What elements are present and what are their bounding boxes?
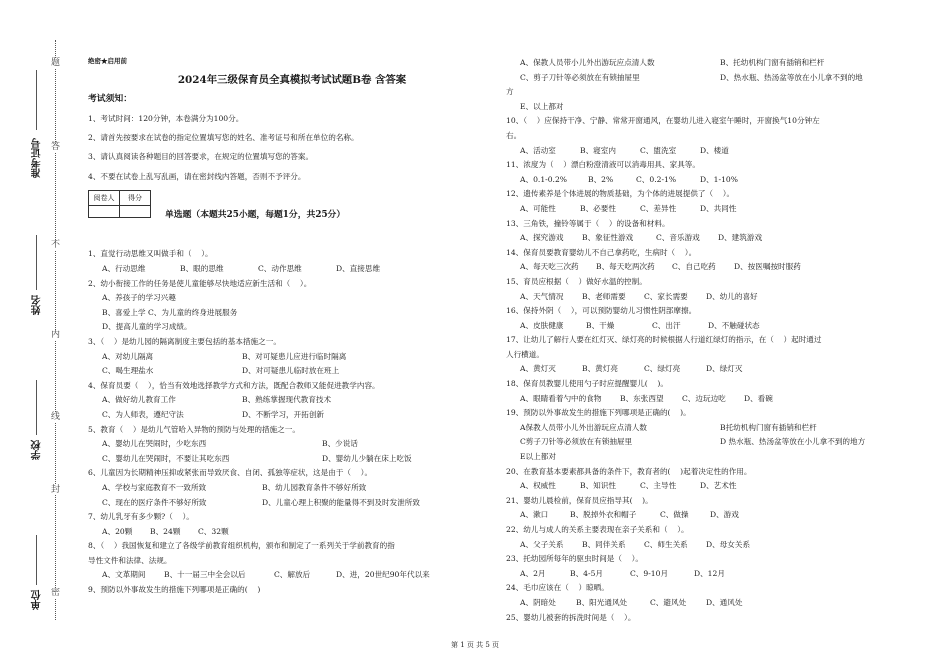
answer-option[interactable]: D、建筑游戏 <box>718 233 763 243</box>
answer-option[interactable]: B、十一届三中全会以后 <box>164 570 246 580</box>
grader-header: 阅卷人 <box>89 190 120 206</box>
answer-option[interactable]: A保教人员带小儿外出游玩应点清人数 <box>520 422 647 432</box>
answer-option[interactable]: A、天气情况 <box>520 291 564 301</box>
question-text: 15、育员应根据（ ）做好水温的控制。 <box>506 276 647 286</box>
answer-options <box>506 319 916 334</box>
unit-field[interactable] <box>36 535 37 585</box>
question-text: 人行横道。 <box>506 349 544 359</box>
answer-option[interactable]: D、热水瓶、热汤盆等放在小儿拿不到的地 <box>720 72 863 82</box>
question-text: 右。 <box>506 130 522 140</box>
answer-option[interactable]: B、喜爱上学 C、为儿童的终身进展服务 <box>102 307 238 317</box>
answer-option[interactable]: B、东张西望 <box>620 393 664 403</box>
answer-option[interactable]: A、权威性 <box>520 481 556 491</box>
answer-options <box>506 450 916 465</box>
question-text: 3、（ ）是幼儿园的隔离制度主要包括的基本措施之一。 <box>88 336 281 346</box>
question-text: 18、保育员教婴儿使用勺子时应提醒婴儿( )。 <box>506 379 668 389</box>
answer-options <box>88 306 496 321</box>
answer-options <box>506 508 916 523</box>
answer-option[interactable]: B、熟练掌握现代教育技术 <box>242 395 332 405</box>
answer-option[interactable]: A、对幼儿隔离 <box>102 351 154 361</box>
score-header: 得分 <box>120 190 151 206</box>
question-text: 14、保育员要教育婴幼儿不自己拿药吃，生病时（ ）。 <box>506 247 697 257</box>
answer-options <box>506 435 916 450</box>
answer-option[interactable]: C、盥洗室 <box>640 145 677 155</box>
answer-option[interactable]: A、行动思维 <box>102 264 146 273</box>
answer-option[interactable]: B、老师需要 <box>582 291 626 301</box>
answer-option[interactable]: A、每天吃三次药 <box>520 262 579 272</box>
answer-option[interactable]: C、差异性 <box>640 203 677 213</box>
answer-option[interactable]: C、婴幼儿在哭闹时，不要让其吃东西 <box>102 453 230 463</box>
answer-option[interactable]: D、楼道 <box>700 145 729 155</box>
answer-option[interactable]: B、象征性游戏 <box>582 233 634 243</box>
answer-option[interactable]: B、必要性 <box>580 203 616 213</box>
score-box <box>88 190 496 219</box>
answer-option[interactable]: A、20颗 <box>102 526 133 536</box>
question-text: 20、在教育基本要素都具备的条件下，教育者的( )起着决定性的作用。 <box>506 466 752 476</box>
grader-cell[interactable] <box>89 206 120 218</box>
answer-option[interactable]: E以上都对 <box>520 452 556 462</box>
answer-option[interactable]: C、现在的医疗条件不够好所致 <box>102 497 207 507</box>
exam-number-field[interactable] <box>36 70 37 130</box>
answer-option[interactable]: C、自己吃药 <box>672 262 716 272</box>
answer-option[interactable]: C、家长需要 <box>644 291 688 301</box>
answer-options <box>506 479 916 494</box>
answer-option[interactable]: B、2% <box>588 174 614 184</box>
score-table <box>88 190 151 219</box>
answer-option[interactable]: C、避风处 <box>650 597 687 607</box>
answer-option[interactable]: D、12月 <box>694 568 725 578</box>
answer-option[interactable]: D、1-10% <box>700 174 738 184</box>
answer-options <box>506 202 916 217</box>
answer-options <box>88 350 496 365</box>
binding-margin <box>0 0 72 671</box>
question-text: 5、教育（ ）是幼儿气管哈入异物的预防与处理的措施之一。 <box>88 424 300 434</box>
question-text: 2、幼小衔接工作的任务是使儿童能够尽快地适应新生活和（ ）。 <box>88 278 312 288</box>
instruction-item: 1、考试时间：120分钟，本卷满分为100分。 <box>88 114 244 123</box>
answer-option[interactable]: D、通风处 <box>706 597 743 607</box>
question-text: 25、婴幼儿被套的拆洗时间是（ ）。 <box>506 612 636 622</box>
answer-option[interactable]: A、黄灯灭 <box>520 364 556 374</box>
answer-options <box>506 290 916 305</box>
answer-option[interactable]: B、干燥 <box>586 320 615 330</box>
seal-mark: 线 <box>51 412 61 422</box>
answer-option[interactable]: B、托幼机构门窗有插销和栏杆 <box>720 58 825 67</box>
answer-option[interactable]: A、0.1-0.2% <box>520 174 568 184</box>
answer-option[interactable]: B、寝室内 <box>580 145 616 155</box>
answer-option[interactable]: A、文革期间 <box>102 570 146 580</box>
answer-option[interactable]: C、做操 <box>660 510 689 520</box>
answer-option[interactable]: B、幼儿园教育条件不够好所致 <box>262 482 367 492</box>
answer-options <box>88 393 496 408</box>
seal-mark: 不 <box>51 240 61 250</box>
answer-option[interactable]: A、探究游戏 <box>520 233 564 243</box>
answer-options <box>88 568 496 583</box>
answer-option[interactable]: B托幼机构门窗有插销和栏杆 <box>720 422 817 432</box>
answer-option[interactable]: D、幼儿的喜好 <box>706 291 758 301</box>
answer-option[interactable]: C、边玩边吃 <box>682 393 726 403</box>
answer-options <box>88 525 496 540</box>
answer-option[interactable]: A、做好幼儿教育工作 <box>102 395 176 405</box>
answer-options <box>506 100 916 115</box>
answer-option[interactable]: C、0.2-1% <box>636 174 677 184</box>
question-text: 22、幼儿与成人的关系主要表现在亲子关系和（ ）。 <box>506 525 689 534</box>
answer-option[interactable]: D、按医嘱按时服药 <box>734 262 801 272</box>
answer-option[interactable]: C、音乐游戏 <box>656 233 700 243</box>
answer-option[interactable]: B、黄灯亮 <box>582 364 618 374</box>
answer-options <box>88 364 496 379</box>
answer-option[interactable]: A、可能性 <box>520 203 556 213</box>
answer-option[interactable]: D、婴幼儿少躺在床上吃饭 <box>322 453 412 463</box>
unit-label: 单位 <box>32 590 43 610</box>
school-label: 学校 <box>32 440 43 460</box>
page-footer: 第 1 页 共 5 页 <box>450 641 500 649</box>
answer-option[interactable]: A、父子关系 <box>520 539 564 549</box>
answer-option[interactable]: A、保教人员带小儿外出游玩应点清人数 <box>520 58 655 67</box>
answer-options <box>88 481 496 496</box>
answer-option[interactable]: A、养孩子的学习兴趣 <box>102 293 176 303</box>
answer-option[interactable]: C、绿灯亮 <box>644 364 681 374</box>
question-text: 4、保育员要（ ），恰当有效地选择教学方式和方法，既配合教师又能促进教学内容。 <box>88 380 380 390</box>
left-questions <box>88 247 496 597</box>
answer-option[interactable]: D 热水瓶、热汤盆等放在小儿拿不到的地方 <box>720 437 866 447</box>
answer-options <box>506 173 916 188</box>
score-cell[interactable] <box>120 206 151 218</box>
question-text: 10、（ ）应保持干净、宁静、常常开窗通风，在婴幼儿进入寝室午睡时，开窗换气10分钟左 <box>506 116 820 126</box>
answer-options <box>506 144 916 159</box>
answer-option[interactable]: D、不断学习，开拓创新 <box>242 409 325 419</box>
seal-mark: 题 <box>51 58 61 68</box>
question-text: 7、幼儿乳牙有多少颗?（ ）。 <box>88 512 194 522</box>
answer-option[interactable]: C、主导性 <box>640 481 677 491</box>
answer-option[interactable]: D、对可疑患儿临时放在班上 <box>242 366 340 376</box>
name-label: 姓名 <box>32 295 43 315</box>
answer-option[interactable]: B、阳光通风处 <box>576 597 628 607</box>
answer-option[interactable]: A、活动室 <box>520 145 556 155</box>
answer-option[interactable]: D、艺术性 <box>700 481 737 491</box>
answer-options <box>88 262 496 277</box>
instruction-item: 2、请首先按要求在试卷的指定位置填写您的姓名、准考证号和所在单位的名称。 <box>88 133 359 143</box>
answer-option[interactable]: C剪子刀针等必须放在有锁抽屉里 <box>520 437 633 447</box>
answer-option[interactable]: C、解放后 <box>274 570 311 580</box>
answer-option[interactable]: B、脱掉外衣和帽子 <box>570 510 637 520</box>
seal-mark: 封 <box>51 485 61 495</box>
question-text: 9、预防以外事故发生的措施下列哪项是正确的( ) <box>88 585 261 595</box>
answer-options <box>88 452 496 467</box>
left-column <box>88 56 496 598</box>
answer-option[interactable]: C、动作思维 <box>258 264 302 273</box>
answer-options <box>506 421 916 436</box>
answer-option[interactable]: D、看碗 <box>744 393 773 403</box>
answer-option[interactable]: D、母女关系 <box>706 539 751 549</box>
answer-option[interactable]: C、师生关系 <box>644 539 688 549</box>
answer-option[interactable]: D、游戏 <box>710 510 739 520</box>
question-text: 12、遗传素养是个体进展的物质基础，为个体的进展提供了（ ）。 <box>506 189 735 199</box>
answer-options <box>506 392 916 407</box>
answer-option[interactable]: D、直接思维 <box>336 264 381 273</box>
answer-option[interactable]: D、进，20世纪90年代以来 <box>336 570 430 580</box>
answer-options <box>88 291 496 306</box>
answer-options <box>506 567 916 582</box>
name-field[interactable] <box>36 235 37 290</box>
answer-option[interactable]: A、阴暗处 <box>520 597 556 607</box>
answer-options <box>506 538 916 553</box>
answer-option[interactable]: A、漱口 <box>520 510 549 520</box>
question-text: 导性文件和法律、法规。 <box>88 555 172 565</box>
question-text: 24、毛巾应该在（ ）晾晒。 <box>506 583 609 593</box>
question-text: 13、三角铁，撞铃等属于（ ）的设备和材料。 <box>506 218 670 228</box>
answer-option[interactable]: B、眼的思维 <box>180 264 224 273</box>
answer-option[interactable]: B、对可疑患儿应进行临时隔离 <box>242 351 347 361</box>
question-text: 23、托幼园所每年的驱虫时间是（ ）。 <box>506 554 644 564</box>
answer-option[interactable]: B、每天吃两次药 <box>596 262 655 272</box>
answer-option[interactable]: D、儿童心理上积聚的能量得不到及时发泄所致 <box>262 497 420 507</box>
answer-option[interactable]: C、32颗 <box>198 526 229 536</box>
section-heading: 单选题（本题共25小题，每题1分，共25分） <box>165 209 346 220</box>
question-text: 6、儿童因为长期精神压抑或紧张而导致厌食、自闭、孤独等症状，这是由于（ ）。 <box>88 468 373 478</box>
answer-option[interactable]: D、不触碰状态 <box>708 320 760 330</box>
answer-option[interactable]: C、9-10月 <box>630 568 669 578</box>
seal-mark: 内 <box>51 330 61 340</box>
seal-mark: 密 <box>51 588 61 598</box>
answer-option[interactable]: C、剪子刀针等必须放在有锁抽屉里 <box>520 72 640 82</box>
answer-option[interactable]: D、绿灯灭 <box>706 364 743 374</box>
answer-option[interactable]: D、提高儿童的学习成绩。 <box>102 322 192 332</box>
answer-option[interactable]: C、喝生理盐水 <box>102 366 154 376</box>
exam-number-label: 准考证号 <box>32 138 43 178</box>
seal-mark: 答 <box>51 142 61 152</box>
answer-option[interactable]: A、婴幼儿在哭闹时，少吃东西 <box>102 439 207 449</box>
answer-options <box>506 231 916 246</box>
question-text: 方 <box>506 87 514 97</box>
question-text: 16、保持外阴（ ），可以预防婴幼儿习惯性阴部摩擦。 <box>506 306 697 316</box>
answer-option[interactable]: A、眼睛看着勺中的食物 <box>520 393 602 403</box>
page-title: 2024年三级保育员全真模拟考试试题B卷 含答案 <box>177 74 407 86</box>
answer-option[interactable]: A、2月 <box>520 568 546 578</box>
answer-option[interactable]: B、24颗 <box>150 526 181 536</box>
answer-options <box>506 260 916 275</box>
question-text: 19、预防以外事故发生的措施下列哪项是正确的( )。 <box>506 408 691 418</box>
right-questions <box>506 56 916 625</box>
answer-option[interactable]: C、为人师表，遵纪守法 <box>102 409 184 419</box>
instruction-item: 4、不要在试卷上乱写乱画，请在密封线内答题，否则不予评分。 <box>88 171 306 181</box>
question-text: 11、浓度为（ ）漂白粉澄清液可以消毒用具、家具等。 <box>506 160 700 170</box>
answer-option[interactable]: E、以上都对 <box>520 101 564 111</box>
school-field[interactable] <box>36 380 37 435</box>
answer-option[interactable]: A、皮肤健康 <box>520 320 564 330</box>
secret-mark: 绝密★启用前 <box>88 57 127 65</box>
answer-option[interactable]: A、学校与家庭教育不一致所致 <box>102 482 207 492</box>
answer-options <box>88 408 496 423</box>
right-column <box>506 56 916 625</box>
answer-option[interactable]: C、出汗 <box>652 320 681 330</box>
answer-option[interactable]: B、知识性 <box>580 481 616 491</box>
question-text: 1、直觉行动思维又叫做手和（ ）。 <box>88 249 213 259</box>
question-text: 8、（ ）我国恢复和建立了各级学前教育组织机构，颁布和制定了一系列关于学前教育的指 <box>88 541 395 551</box>
answer-options <box>88 437 496 452</box>
answer-options <box>506 362 916 377</box>
answer-options <box>88 496 496 511</box>
answer-options <box>506 71 916 86</box>
question-text: 17、让幼儿了解行人要在红灯灭、绿灯亮的时候根据人行道红绿灯的指示，在（ ）起时通过 <box>506 335 822 345</box>
answer-option[interactable]: D、共同性 <box>700 203 737 213</box>
answer-option[interactable]: B、同伴关系 <box>582 539 626 549</box>
answer-option[interactable]: B、少说话 <box>322 439 358 449</box>
answer-options <box>506 56 916 71</box>
question-text: 21、婴幼儿晨检前，保育员应指导其( )。 <box>506 495 653 505</box>
answer-option[interactable]: B、4-5月 <box>570 568 603 578</box>
answer-options <box>506 596 916 611</box>
instructions-heading: 考试须知： <box>88 94 132 104</box>
answer-options <box>88 320 496 335</box>
instruction-item: 3、请认真阅读各种题目的回答要求，在规定的位置填写您的答案。 <box>88 152 314 162</box>
